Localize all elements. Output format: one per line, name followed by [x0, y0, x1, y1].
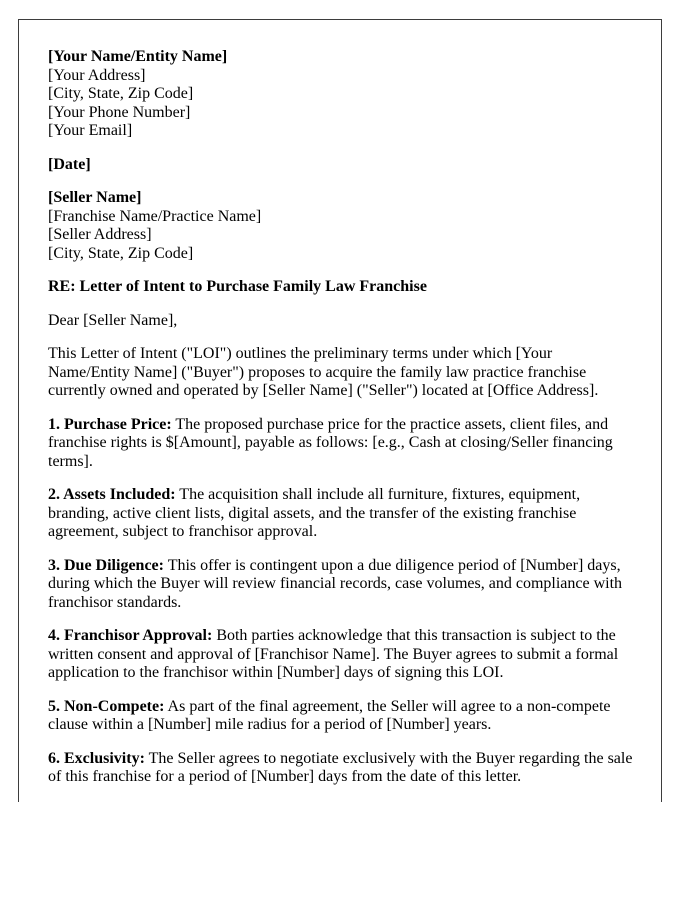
clause-franchisor-approval-label: 4. Franchisor Approval: — [48, 627, 213, 644]
sender-city-state-zip: [City, State, Zip Code] — [48, 85, 194, 102]
clause-due-diligence — [48, 557, 635, 613]
clause-exclusivity — [48, 750, 635, 787]
seller-city-state-zip: [City, State, Zip Code] — [48, 244, 194, 262]
clause-due-diligence-label: 3. Due Diligence: — [48, 556, 164, 574]
clause-non-compete — [48, 698, 635, 735]
clause-due-diligence-text: This offer is contingent upon a due diligence period of [Number] days, during which the Buyer will review financial records, case volumes, and compliance with franchisor standards. — [48, 556, 623, 611]
clause-assets-included-text: The acquisition shall include all furniture, fixtures, equipment, branding, active client lists, digital assets, and the transfer of the existing franchise agreement, subject to franchisor approval. — [48, 486, 581, 540]
clause-non-compete-label: 5. Non-Compete: — [48, 697, 165, 715]
sender-name: [Your Name/Entity Name] — [48, 48, 228, 65]
date-placeholder: [Date] — [48, 155, 91, 173]
sender-email: [Your Email] — [48, 122, 133, 139]
clause-assets-included — [48, 486, 635, 542]
subject-line: RE: Letter of Intent to Purchase Family Law Franchise — [48, 278, 427, 295]
intro-paragraph: This Letter of Intent ("LOI") outlines the preliminary terms under which [Your Name/Entity Name] ("Buyer") proposes to acquire the family law practice franchise currently owned and operated by [Seller Name] ("Seller") located at [Office Address]. — [48, 345, 599, 399]
seller-name: [Seller Name] — [48, 189, 142, 206]
sender-address: [Your Address] — [48, 66, 146, 84]
clause-exclusivity-label: 6. Exclusivity: — [48, 749, 145, 767]
clause-assets-included-label: 2. Assets Included: — [48, 486, 176, 503]
clause-purchase-price — [48, 416, 635, 472]
sender-phone: [Your Phone Number] — [48, 103, 191, 121]
seller-block — [48, 189, 635, 263]
clause-franchisor-approval-text: Both parties acknowledge that this transaction is subject to the written consent and approval of [Franchisor Name]. The Buyer agrees to submit a formal application to the franchisor within [Number] days of signing this LOI. — [48, 627, 619, 681]
salutation: Dear [Seller Name], — [48, 311, 178, 329]
date-line — [48, 156, 635, 175]
clause-purchase-price-label: 1. Purchase Price: — [48, 415, 172, 433]
clause-purchase-price-text: The proposed purchase price for the practice assets, client files, and franchise rights is $[Amount], payable as follows: [e.g., Cash at closing/Seller financing terms]. — [48, 415, 613, 470]
seller-franchise-name: [Franchise Name/Practice Name] — [48, 207, 262, 225]
clause-franchisor-approval — [48, 627, 635, 683]
clause-non-compete-text: As part of the final agreement, the Seller will agree to a non-compete clause within a [Number] mile radius for a period of [Number] years. — [48, 697, 611, 733]
sender-block — [48, 48, 635, 141]
seller-address: [Seller Address] — [48, 226, 152, 243]
clause-exclusivity-text: The Seller agrees to negotiate exclusively with the Buyer regarding the sale of this franchise for a period of [Number] days from the date of this letter. — [48, 749, 633, 785]
letter-page — [18, 19, 662, 802]
